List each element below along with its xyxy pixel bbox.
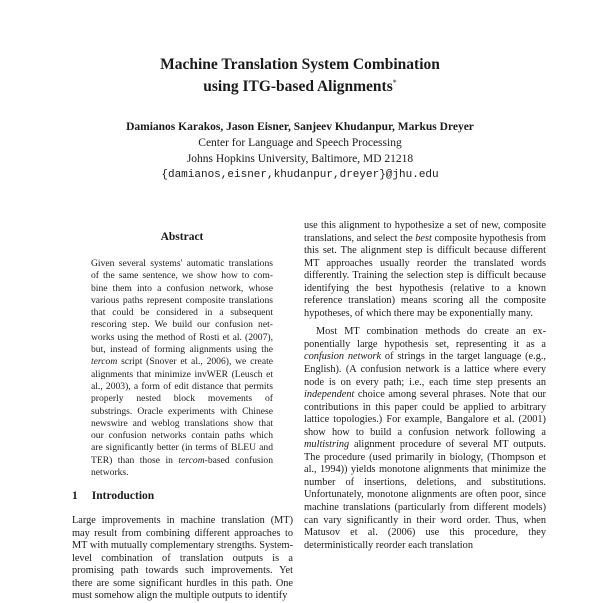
title-footnote-mark: * [392, 78, 397, 87]
section-heading-introduction: 1 Introduction [72, 490, 155, 502]
tercom-term: tercom [178, 454, 205, 466]
author-names: Damianos Karakos, Jason Eisner, Sanjeev Khudanpur, Markus Dreyer [126, 121, 474, 133]
introduction-text: Large improvements in machine translation (MT) may result from combining different approaches to MT with mutually complementary strengths. System-level combination of translation outputs is a promising path towards such improvements. Yet there are some significant hurdles in this path. One must somehow align the multiple outputs to identify [72, 515, 293, 601]
paper-title [0, 56, 600, 96]
address: Johns Hopkins University, Baltimore, MD 21218 [186, 153, 414, 165]
paragraph: use this alignment to hypothesize a set of new, composite translations, and select the best composite hypothesis from this set. The alignment step is difficult because different MT approaches usually reorder the translated words differently. Training the selection step is difficult because identifying the best hypothesis (relative to a known reference translation) means scoring all the composite hypotheses, of which there may be exponentially many. [304, 220, 546, 319]
tercom-term: tercom [91, 356, 118, 368]
title-line-2: using ITG-based Alignments* [203, 78, 397, 96]
abstract-heading: Abstract [160, 231, 204, 243]
title-line-1: Machine Translation System Combination [160, 56, 440, 73]
right-column-text [304, 220, 546, 552]
paragraph: Most MT combination methods do create an exponentially large hypothesis set, representing it as a confusion network of strings in the target language (e.g., English). (A confusion network is a lattice where every node is on every path; i.e., each time step presents an independent choice among several phrases. Note that our contributions in this paper could be applied to arbitrary lattice topologies.) For example, Bangalore et al. (2001) show how to build a confusion network following a multistring alignment procedure of several MT outputs. The procedure (used primarily in biology, (Thompson et al., 1994)) yields monotone alignments that minimize the number of insertions, deletions, and substitutions. Unfortunately, monotone alignments are often poor, since machine translations (particularly from different models) can vary significantly in their word order. Thus, when Matusov et al. (2006) use this procedure, they deterministically reorder each translation [304, 326, 546, 551]
abstract-text: Given several systems' automatic translations of the same sentence, we show how to combine them into a confusion network, whose various paths represent composite translations that could be considered in a subsequent rescoring step. We build our confusion networks using the method of Rosti et al. (2007), but, instead of forming alignments using the tercom script (Snover et al., 2006), we create alignments that minimize invWER (Leusch et al., 2003), a form of edit distance that permits properly nested block movements of substrings. Oracle experiments with Chinese newswire and weblog translations show that our confusion networks contain paths which are significantly better (in terms of BLEU and TER) than those in tercom-based confusion networks. [91, 258, 274, 479]
affiliation: Center for Language and Speech Processing [198, 137, 402, 149]
author-block [0, 119, 600, 183]
email: {damianos,eisner,khudanpur,dreyer}@jhu.edu [161, 169, 439, 181]
